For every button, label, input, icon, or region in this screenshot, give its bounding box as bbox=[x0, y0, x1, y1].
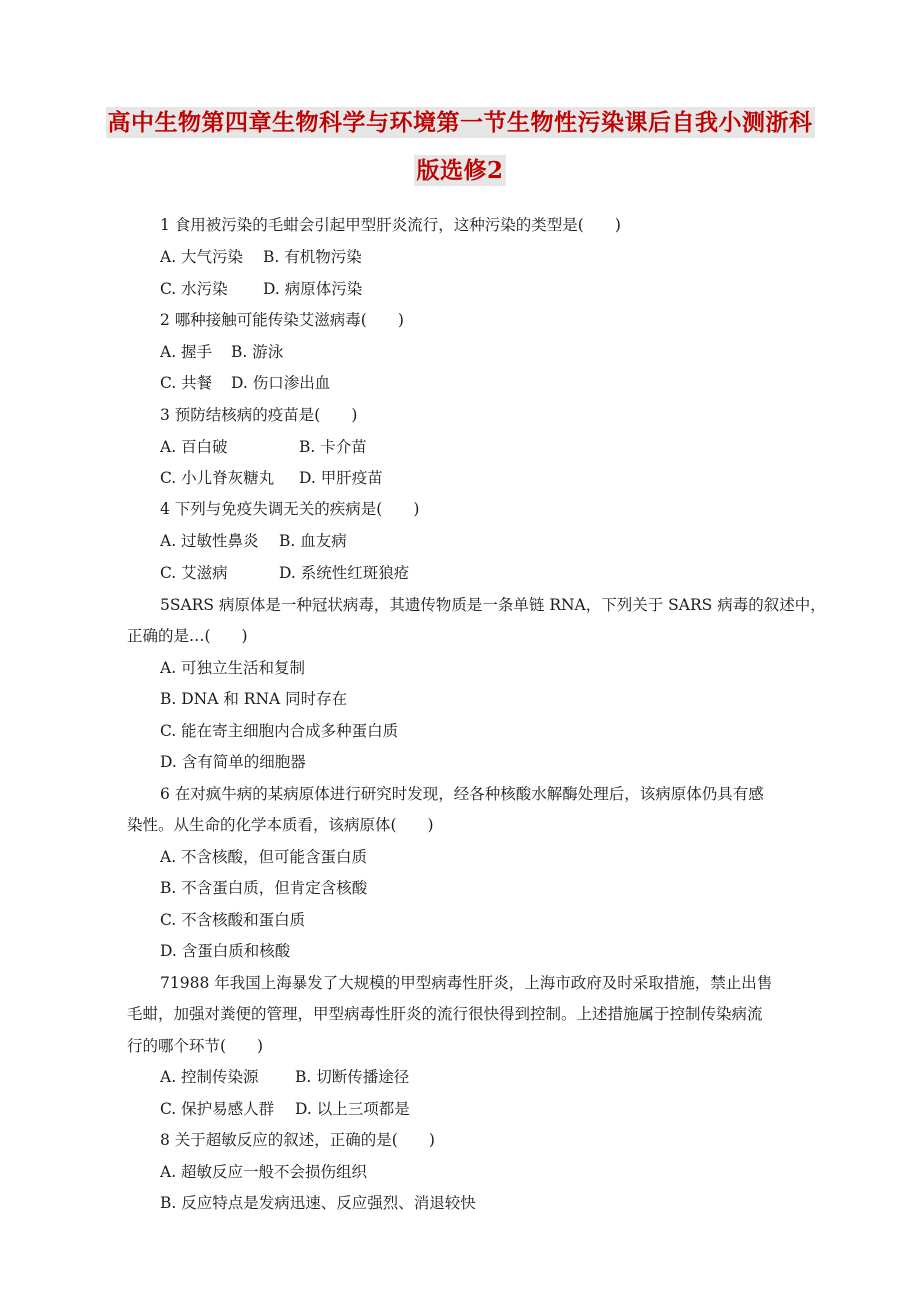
question-6-option-b: B. 不含蛋白质，但肯定含核酸 bbox=[160, 879, 368, 897]
option-a: A. 大气污染 bbox=[160, 248, 244, 266]
option-a: A. 过敏性鼻炎 bbox=[160, 532, 259, 550]
question-3-options-row-2 bbox=[160, 468, 383, 488]
question-7-options-row-1 bbox=[160, 1067, 409, 1087]
option-c: C. 保护易感人群 bbox=[160, 1100, 275, 1118]
question-1-options-row-2 bbox=[160, 279, 362, 299]
question-5-option-b: B. DNA 和 RNA 同时存在 bbox=[160, 690, 348, 708]
option-c: C. 小儿脊灰糖丸 bbox=[160, 469, 275, 487]
option-c: C. 艾滋病 bbox=[160, 564, 228, 582]
question-8-option-b: B. 反应特点是发病迅速、反应强烈、消退较快 bbox=[160, 1194, 476, 1212]
question-5: 5SARS 病原体是一种冠状病毒，其遗传物质是一条单链 RNA，下列关于 SARS 病毒的叙述中， bbox=[160, 596, 826, 614]
option-d: D. 以上三项都是 bbox=[295, 1100, 410, 1118]
question-5-continued: 正确的是…( ) bbox=[127, 627, 248, 645]
question-4-options-row-1 bbox=[160, 531, 347, 551]
question-2: 2 哪种接触可能传染艾滋病毒( ) bbox=[160, 311, 404, 329]
option-b: B. 血友病 bbox=[279, 532, 347, 550]
question-5-option-c: C. 能在寄主细胞内合成多种蛋白质 bbox=[160, 722, 399, 740]
question-6-option-d: D. 含蛋白质和核酸 bbox=[160, 942, 291, 960]
question-1-options-row-1 bbox=[160, 247, 362, 267]
document-title-line-1: 高中生物第四章生物科学与环境第一节生物性污染课后自我小测浙科 bbox=[107, 109, 813, 136]
option-c: C. 共餐 bbox=[160, 374, 213, 392]
document-title-line-2: 版选修2 bbox=[416, 157, 504, 184]
question-4-options-row-2 bbox=[160, 563, 409, 583]
option-b: B. 游泳 bbox=[231, 343, 284, 361]
question-6: 6 在对疯牛病的某病原体进行研究时发现，经各种核酸水解酶处理后，该病原体仍具有感 bbox=[160, 785, 764, 803]
question-8-option-a: A. 超敏反应一般不会损伤组织 bbox=[160, 1163, 368, 1181]
question-3: 3 预防结核病的疫苗是( ) bbox=[160, 406, 358, 424]
question-6-continued: 染性。从生命的化学本质看，该病原体( ) bbox=[127, 816, 434, 834]
question-7-continued-2: 行的哪个环节( ) bbox=[127, 1037, 264, 1055]
question-3-options-row-1 bbox=[160, 437, 367, 457]
option-a: A. 握手 bbox=[160, 343, 213, 361]
question-5-option-d: D. 含有简单的细胞器 bbox=[160, 753, 306, 771]
option-a: A. 百白破 bbox=[160, 438, 228, 456]
question-6-option-a: A. 不含核酸，但可能含蛋白质 bbox=[160, 848, 368, 866]
question-8: 8 关于超敏反应的叙述，正确的是( ) bbox=[160, 1131, 435, 1149]
option-c: C. 水污染 bbox=[160, 280, 228, 298]
option-d: D. 病原体污染 bbox=[263, 280, 363, 298]
question-5-option-a: A. 可独立生活和复制 bbox=[160, 659, 306, 677]
question-2-options-row-2 bbox=[160, 373, 330, 393]
question-2-options-row-1 bbox=[160, 342, 283, 362]
option-d: D. 甲肝疫苗 bbox=[299, 469, 383, 487]
question-7: 71988 年我国上海暴发了大规模的甲型病毒性肝炎，上海市政府及时采取措施，禁止出售 bbox=[160, 974, 773, 992]
option-b: B. 卡介苗 bbox=[299, 438, 367, 456]
option-b: B. 有机物污染 bbox=[263, 248, 362, 266]
option-a: A. 控制传染源 bbox=[160, 1068, 259, 1086]
question-1: 1 食用被污染的毛蚶会引起甲型肝炎流行，这种污染的类型是( ) bbox=[160, 216, 621, 234]
option-b: B. 切断传播途径 bbox=[295, 1068, 410, 1086]
question-7-continued-1: 毛蚶，加强对粪便的管理，甲型病毒性肝炎的流行很快得到控制。上述措施属于控制传染病流 bbox=[127, 1005, 763, 1023]
question-4: 4 下列与免疫失调无关的疾病是( ) bbox=[160, 500, 420, 518]
option-d: D. 伤口渗出血 bbox=[231, 374, 331, 392]
question-7-options-row-2 bbox=[160, 1099, 410, 1119]
question-6-option-c: C. 不含核酸和蛋白质 bbox=[160, 911, 306, 929]
option-d: D. 系统性红斑狼疮 bbox=[279, 564, 410, 582]
